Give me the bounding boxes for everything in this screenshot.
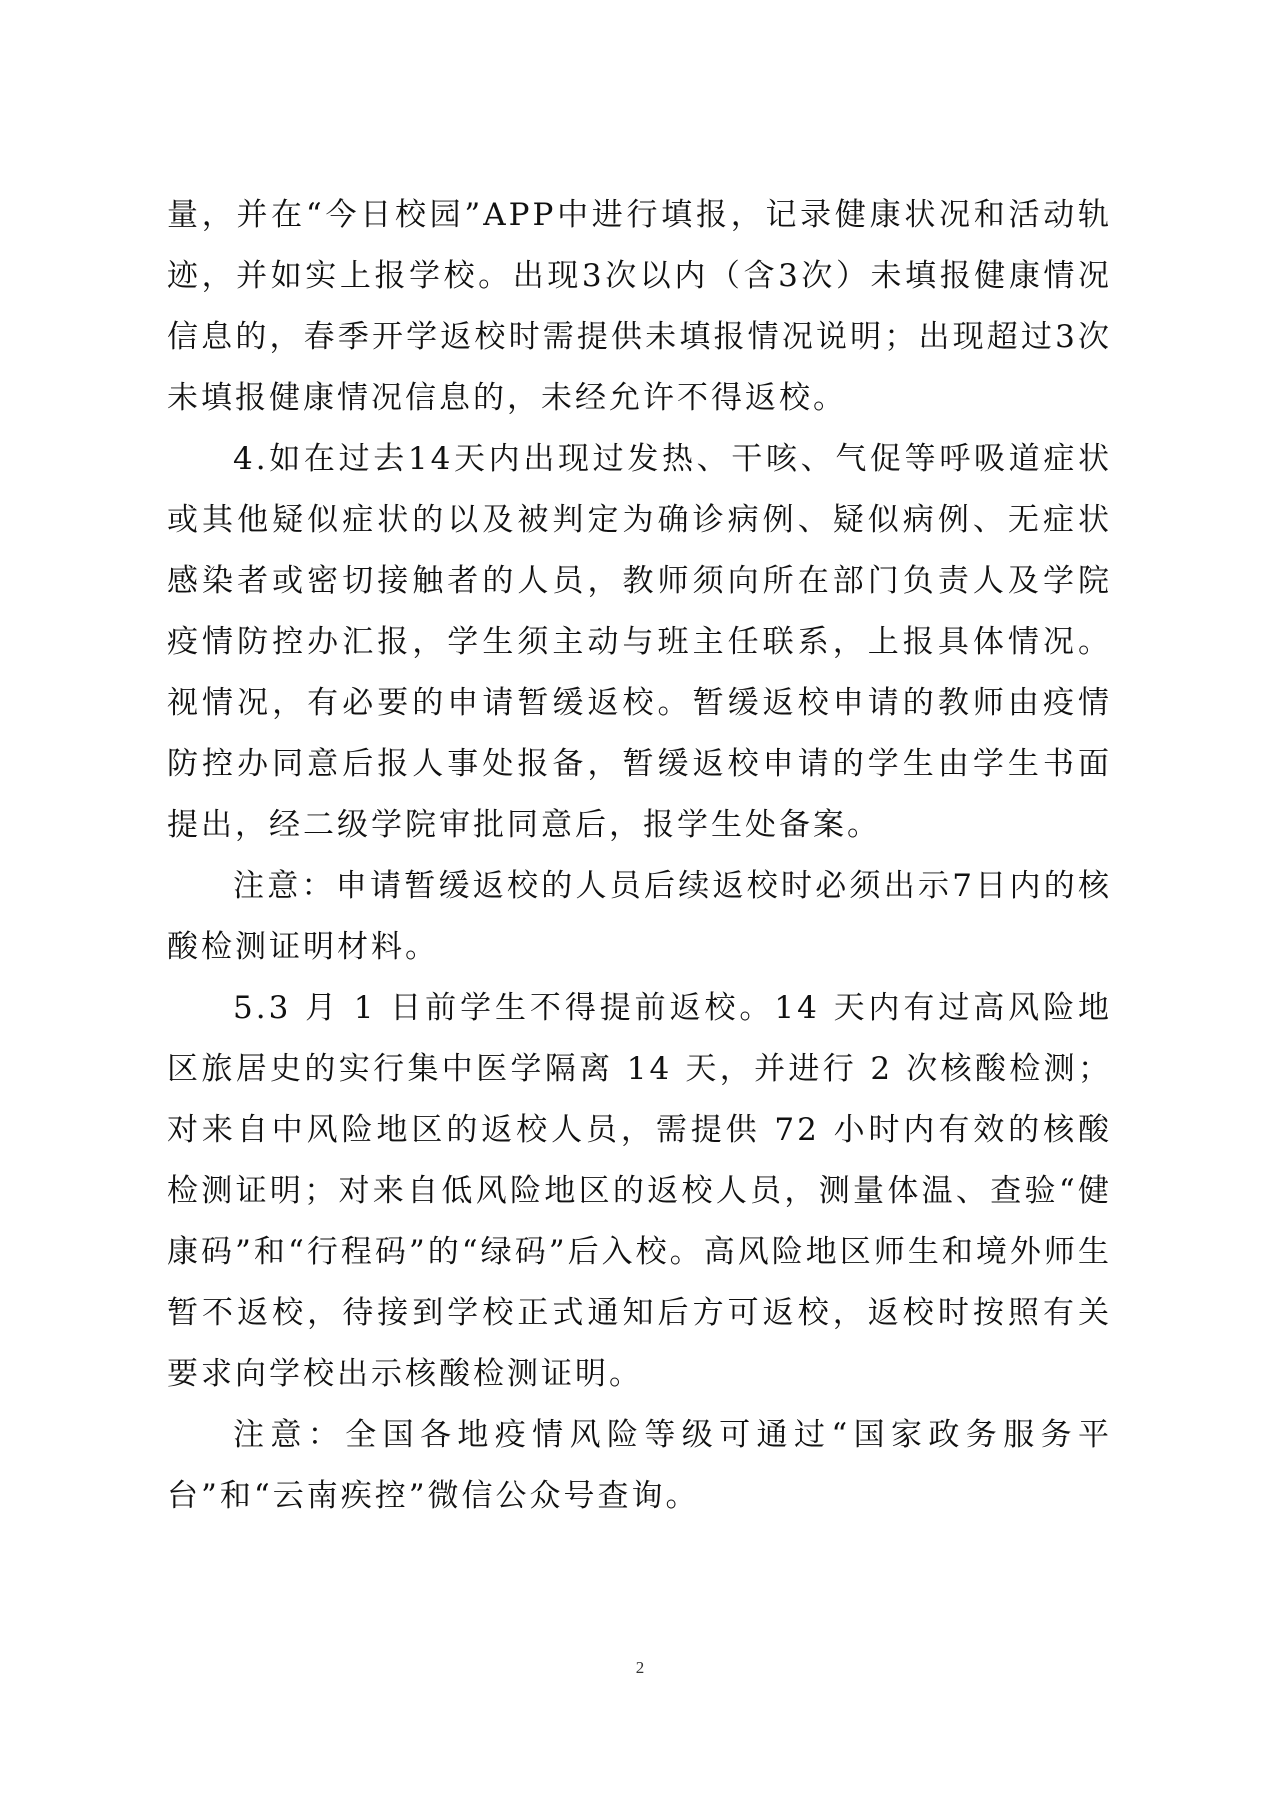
document-body [167,185,1112,1527]
paragraph-health-reporting: 量，并在“今日校园”APP中进行填报，记录健康状况和活动轨迹，并如实上报学校。出现3次以内（含3次）未填报健康情况信息的，春季开学返校时需提供未填报情况说明；出现超过3次未填报健康情况信息的，未经允许不得返校。 [167,197,1112,416]
paragraph-return-rules: 5.3 月 1 日前学生不得提前返校。14 天内有过高风险地区旅居史的实行集中医学隔离 14 天，并进行 2 次核酸检测；对来自中风险地区的返校人员，需提供 72 小时内有效的核酸检测证明；对来自低风险地区的返校人员，测量体温、查验“健康码”和“行程码”的“绿码”后入校。高风险地区师生和境外师生暂不返校，待接到学校正式通知后方可返校，返校时按照有关要求向学校出示核酸检测证明。 [167,990,1112,1392]
paragraph-symptoms-deferral: 4.如在过去14天内出现过发热、干咳、气促等呼吸道症状或其他疑似症状的以及被判定为确诊病例、疑似病例、无症状感染者或密切接触者的人员，教师须向所在部门负责人及学院疫情防控办汇报，学生须主动与班主任联系，上报具体情况。视情况，有必要的申请暂缓返校。暂缓返校申请的教师由疫情防控办同意后报人事处报备，暂缓返校申请的学生由学生书面提出，经二级学院审批同意后，报学生处备案。 [167,441,1112,843]
paragraph-note-deferral: 注意：申请暂缓返校的人员后续返校时必须出示7日内的核酸检测证明材料。 [167,868,1112,965]
page-number: 2 [635,1658,645,1677]
paragraph-note-risk-levels: 注意：全国各地疫情风险等级可通过“国家政务服务平台”和“云南疾控”微信公众号查询。 [167,1417,1112,1514]
